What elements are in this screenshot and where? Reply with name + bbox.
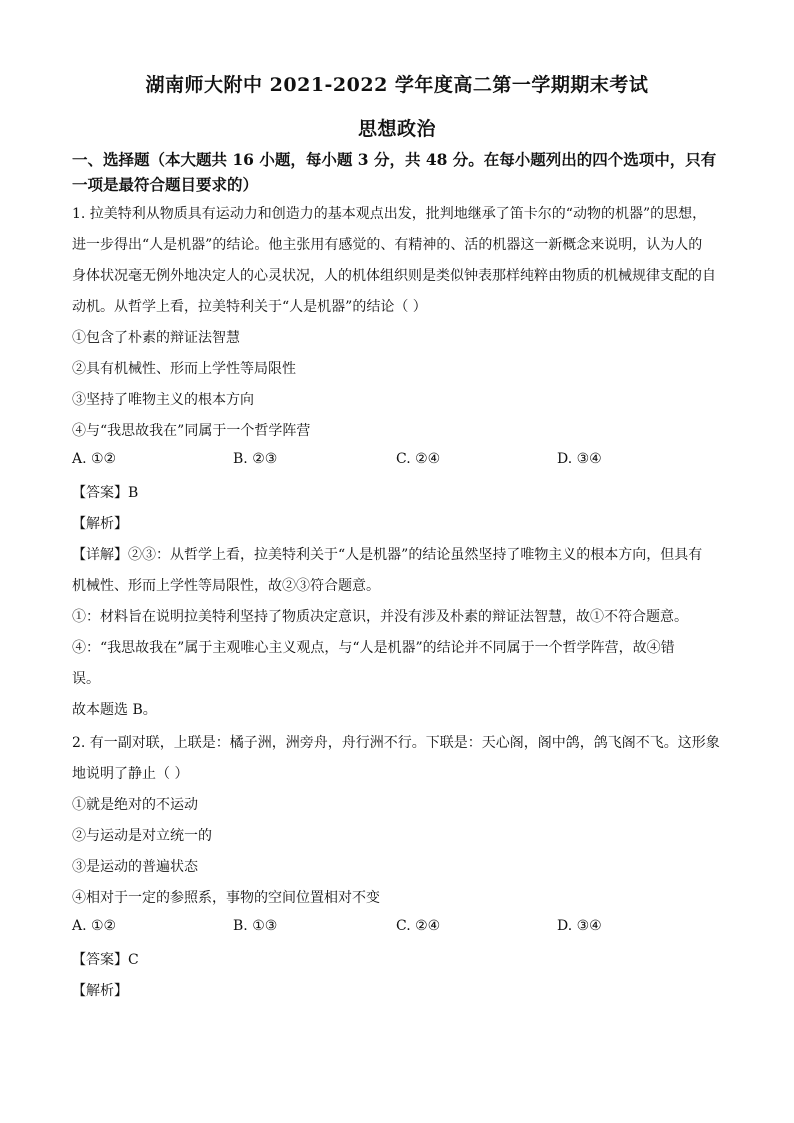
- q2-statement-2: ②与运动是对立统一的: [72, 828, 212, 844]
- q1-explanation-line-2: 机械性、形而上学性等局限性，故②③符合题意。: [72, 578, 380, 594]
- q1-option-c: C. ②④: [396, 451, 441, 467]
- q2-option-c: C. ②④: [396, 918, 441, 934]
- q2-stem-line-1: 2. 有一副对联，上联是：橘子洲，洲旁舟，舟行洲不行。下联是：天心阁，阁中鸽，鸽飞阁不飞。这形象: [72, 735, 720, 751]
- q1-answer: 【答案】B: [72, 485, 139, 501]
- q1-explanation-line-4: ④：“我思故我在”属于主观唯心主义观点，与“人是机器”的结论并不同属于一个哲学阵营，故④错: [72, 640, 675, 656]
- q2-statement-4: ④相对于一定的参照系，事物的空间位置相对不变: [72, 890, 380, 906]
- q2-statement-1: ①就是绝对的不运动: [72, 797, 198, 813]
- q1-statement-3: ③坚持了唯物主义的根本方向: [72, 392, 254, 408]
- q1-explanation-line-5: 误。: [72, 671, 100, 687]
- q2-option-d: D. ③④: [557, 918, 602, 934]
- q1-statement-2: ②具有机械性、形而上学性等局限性: [72, 361, 296, 377]
- q1-statement-1: ①包含了朴素的辩证法智慧: [72, 330, 240, 346]
- q2-stem-line-2: 地说明了静止（ ）: [72, 766, 189, 782]
- q1-explanation-line-1: 【详解】②③：从哲学上看，拉美特利关于“人是机器”的结论虽然坚持了唯物主义的根本方向，但具有: [72, 547, 703, 563]
- q1-statement-4: ④与“我思故我在”同属于一个哲学阵营: [72, 423, 311, 439]
- section-heading-line-1: 一、选择题（本大题共 16 小题，每小题 3 分，共 48 分。在每小题列出的四个选项中，只有: [72, 150, 717, 169]
- section-heading-line-2: 一项是最符合题目要求的）: [72, 175, 259, 194]
- q1-option-d: D. ③④: [557, 451, 602, 467]
- q1-stem-line-2: 进一步得出“人是机器”的结论。他主张用有感觉的、有精神的、活的机器这一新概念来说明，认为人的: [72, 237, 703, 253]
- q2-option-a: A. ①②: [72, 918, 117, 934]
- q1-option-a: A. ①②: [72, 451, 117, 467]
- q2-statement-3: ③是运动的普遍状态: [72, 859, 198, 875]
- q2-analysis-label: 【解析】: [72, 983, 128, 999]
- q1-explanation-line-6: 故本题选 B。: [72, 702, 157, 718]
- q2-answer: 【答案】C: [72, 952, 139, 968]
- q1-analysis-label: 【解析】: [72, 516, 128, 532]
- q1-stem-line-3: 身体状况毫无例外地决定人的心灵状况，人的机体组织则是类似钟表那样纯粹由物质的机械规律支配的自: [72, 268, 716, 284]
- q1-stem-line-4: 动机。从哲学上看，拉美特利关于“人是机器”的结论（ ）: [72, 299, 427, 315]
- subject-title: 思想政治: [357, 118, 436, 140]
- q1-option-b: B. ②③: [233, 451, 278, 467]
- exam-title: 湖南师大附中 2021-2022 学年度高二第一学期期末考试: [145, 74, 649, 96]
- q2-option-b: B. ①③: [233, 918, 278, 934]
- q1-explanation-line-3: ①：材料旨在说明拉美特利坚持了物质决定意识，并没有涉及朴素的辩证法智慧，故①不符合题意。: [72, 609, 688, 625]
- q1-stem-line-1: 1. 拉美特利从物质具有运动力和创造力的基本观点出发，批判地继承了笛卡尔的“动物的机器”的思想，: [72, 206, 707, 222]
